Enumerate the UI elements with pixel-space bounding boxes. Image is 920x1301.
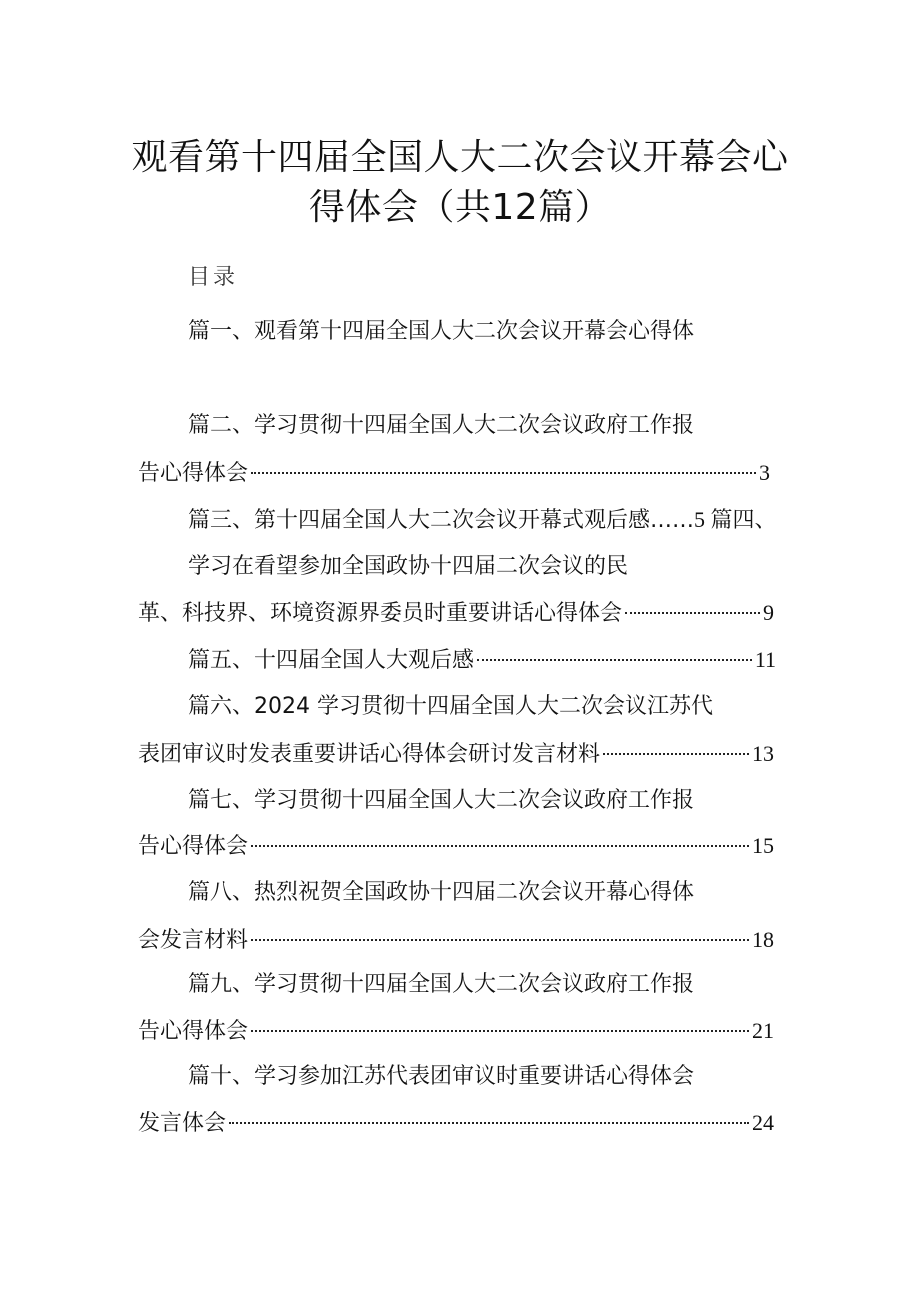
toc-entry-5-text: 篇五、十四届全国人大观后感	[188, 648, 475, 673]
toc-entry-7-text: 篇七、学习贯彻十四届全国人大二次会议政府工作报	[188, 788, 695, 813]
toc-entry-10-page: 24	[752, 1110, 774, 1135]
toc-entry-8-leader	[138, 925, 774, 955]
toc-entry-8-text: 篇八、热烈祝贺全国政协十四届二次会议开幕心得体	[188, 880, 695, 905]
toc-entry-6-label: 篇六、2024 学习贯彻十四届全国人大二次会议江苏代	[188, 694, 713, 719]
dot-leader	[477, 659, 752, 661]
toc-entry-6-page: 13	[752, 741, 774, 766]
toc-entry-3-dots: ……	[650, 508, 695, 533]
toc-entry-6-continuation: 表团审议时发表重要讲话心得体会研讨发言材料	[138, 742, 601, 767]
toc-entry-2-page: 3	[759, 460, 770, 485]
toc-entry-9-text: 篇九、学习贯彻十四届全国人大二次会议政府工作报	[188, 972, 695, 997]
toc-entry-3-line	[188, 505, 777, 535]
dot-leader	[229, 1122, 749, 1124]
document-title-line-2: 得体会（共12篇）	[308, 187, 612, 228]
dot-leader	[251, 939, 749, 941]
dot-leader	[603, 753, 749, 755]
toc-entry-2-leader	[138, 458, 770, 488]
toc-entry-10-leader	[138, 1108, 774, 1138]
toc-entry-3-text: 篇三、第十四届全国人大二次会议开幕式观后感	[188, 508, 651, 533]
toc-entry-8-page: 18	[752, 927, 774, 952]
toc-entry-3-page-and-entry-4-start: 5 篇四、	[694, 507, 777, 532]
toc-heading: 目录	[188, 265, 239, 290]
toc-entry-2-text: 篇二、学习贯彻十四届全国人大二次会议政府工作报	[188, 413, 695, 438]
document-title-line-1: 观看第十四届全国人大二次会议开幕会心	[131, 137, 789, 178]
toc-entry-4-page: 9	[763, 600, 774, 625]
toc-entry-1-text: 篇一、观看第十四届全国人大二次会议开幕会心得体	[188, 319, 695, 344]
toc-entry-2-continuation: 告心得体会	[138, 461, 249, 486]
toc-entry-5-page: 11	[754, 647, 776, 672]
toc-entry-10-continuation: 发言体会	[138, 1111, 227, 1136]
toc-entry-5-leader	[188, 645, 776, 675]
dot-leader	[625, 612, 760, 614]
toc-entry-4-text: 学习在看望参加全国政协十四届二次会议的民	[188, 554, 629, 579]
toc-entry-6-text	[188, 692, 713, 722]
dot-leader	[251, 472, 756, 474]
toc-entry-9-page: 21	[752, 1018, 774, 1043]
toc-entry-8-continuation: 会发言材料	[138, 928, 249, 953]
toc-entry-6-leader	[138, 739, 774, 769]
toc-entry-7-continuation: 告心得体会	[138, 834, 249, 859]
toc-entry-10-text: 篇十、学习参加江苏代表团审议时重要讲话心得体会	[188, 1064, 695, 1089]
dot-leader	[251, 845, 749, 847]
toc-entry-9-continuation: 告心得体会	[138, 1019, 249, 1044]
toc-entry-4-continuation: 革、科技界、环境资源界委员时重要讲话心得体会	[138, 601, 623, 626]
toc-entry-9-leader	[138, 1016, 774, 1046]
dot-leader	[251, 1030, 749, 1032]
toc-entry-7-leader	[138, 831, 774, 861]
toc-entry-7-page: 15	[752, 833, 774, 858]
toc-entry-4-leader	[138, 598, 774, 628]
